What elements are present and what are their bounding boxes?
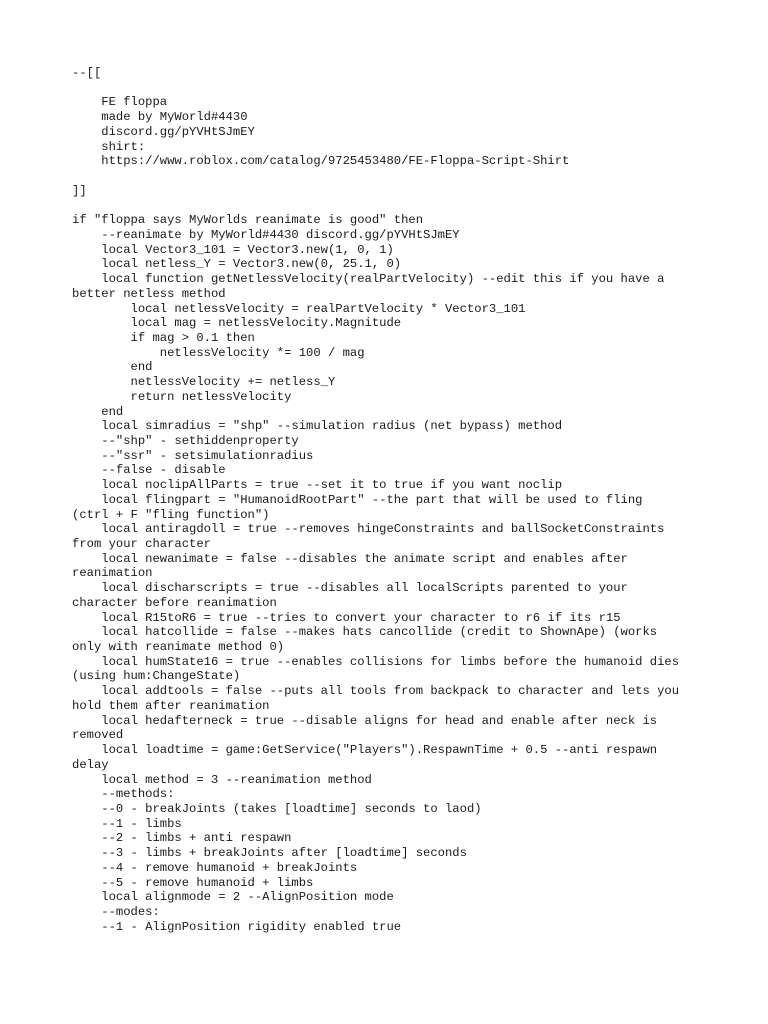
code-line: --1 - limbs [72, 816, 182, 831]
code-line: shirt: [72, 139, 146, 154]
code-line: local loadtime = game:GetService("Players").RespawnTime + 0.5 --anti respawn [72, 743, 658, 758]
code-line: --3 - limbs + breakJoints after [loadtime] seconds [72, 846, 467, 861]
code-line: if mag > 0.1 then [72, 330, 255, 345]
code-line: only with reanimate method 0) [72, 640, 285, 655]
code-line: --methods: [72, 787, 175, 802]
code-line: --reanimate by MyWorld#4430 discord.gg/pYVHtSJmEY [72, 227, 460, 242]
code-line: local noclipAllParts = true --set it to true if you want noclip [72, 478, 563, 493]
code-line: local R15toR6 = true --tries to convert your character to r6 if its r15 [72, 610, 621, 625]
code-line: local newanimate = false --disables the animate script and enables after [72, 551, 628, 566]
code-line: hold them after reanimation [72, 698, 270, 713]
code-line: local simradius = "shp" --simulation radius (net bypass) method [72, 419, 563, 434]
code-line: removed [72, 728, 124, 743]
code-line: return netlessVelocity [72, 389, 292, 404]
code-line: local method = 3 --reanimation method [72, 772, 372, 787]
code-line: --[[ [72, 66, 102, 80]
code-line: local humState16 = true --enables collisions for limbs before the humanoid dies [72, 654, 680, 669]
code-line: delay [72, 757, 109, 772]
code-line: local netless_Y = Vector3.new(0, 25.1, 0) [72, 257, 402, 272]
code-block [72, 66, 702, 934]
code-line: https://www.roblox.com/catalog/9725453480/FE-Floppa-Script-Shirt [72, 154, 570, 169]
code-line: --"shp" - sethiddenproperty [72, 433, 299, 448]
code-line: better netless method [72, 286, 226, 301]
code-line: local netlessVelocity = realPartVelocity * Vector3_101 [72, 301, 526, 316]
code-line: local hedafterneck = true --disable aligns for head and enable after neck is [72, 713, 658, 728]
code-line: --1 - AlignPosition rigidity enabled true [72, 919, 402, 934]
code-line: local flingpart = "HumanoidRootPart" --the part that will be used to fling [72, 492, 643, 507]
code-line: netlessVelocity += netless_Y [72, 375, 336, 390]
code-line: netlessVelocity *= 100 / mag [72, 345, 365, 360]
code-line: FE floppa [72, 95, 168, 110]
code-line: --5 - remove humanoid + limbs [72, 875, 314, 890]
code-line [72, 81, 702, 96]
code-line: ]] [72, 183, 87, 198]
code-line: made by MyWorld#4430 [72, 110, 248, 125]
code-line: local hatcollide = false --makes hats cancollide (credit to ShownApe) (works [72, 625, 658, 640]
code-line: (ctrl + F "fling function") [72, 507, 270, 522]
code-line: local discharscripts = true --disables all localScripts parented to your [72, 581, 628, 596]
code-line: --false - disable [72, 463, 226, 478]
code-line: local mag = netlessVelocity.Magnitude [72, 316, 402, 331]
code-line: end [72, 404, 124, 419]
code-line: --0 - breakJoints (takes [loadtime] seconds to laod) [72, 801, 482, 816]
code-line: (using hum:ChangeState) [72, 669, 241, 684]
code-line: local Vector3_101 = Vector3.new(1, 0, 1) [72, 242, 394, 257]
code-line [72, 198, 702, 213]
code-line: local function getNetlessVelocity(realPartVelocity) --edit this if you have a [72, 272, 665, 287]
code-line: --2 - limbs + anti respawn [72, 831, 292, 846]
code-line: discord.gg/pYVHtSJmEY [72, 124, 255, 139]
code-line: local addtools = false --puts all tools from backpack to character and lets you [72, 684, 680, 699]
code-line [72, 169, 702, 184]
code-line: --"ssr" - setsimulationradius [72, 448, 314, 463]
code-line: local antiragdoll = true --removes hingeConstraints and ballSocketConstraints [72, 522, 665, 537]
code-line: end [72, 360, 153, 375]
code-line: character before reanimation [72, 595, 277, 610]
code-line: --modes: [72, 904, 160, 919]
code-line: from your character [72, 537, 211, 551]
code-line: --4 - remove humanoid + breakJoints [72, 860, 358, 875]
code-line: local alignmode = 2 --AlignPosition mode [72, 890, 394, 905]
code-line: if "floppa says MyWorlds reanimate is good" then [72, 213, 424, 228]
code-line: reanimation [72, 566, 153, 581]
